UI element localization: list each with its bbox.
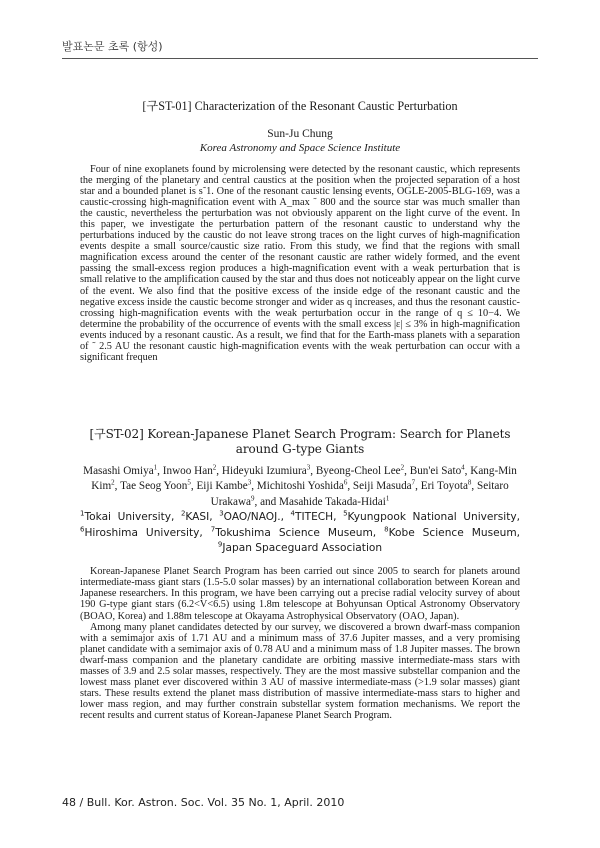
author-affiliation-marker: 2 xyxy=(212,462,217,471)
paper-2-abstract-paragraph-2: Among many planet candidates detected by our survey, we discovered a brown dwarf-mass companion with a semimajor axis of 1.71 AU and a minimum mass of 37.6 Jupiter masses, and a very promising planet candidate with a semimajor axis of 0.78 AU and a minimum mass of 1.8 Jupiter masses. The brown dwarf-mass companion and the planetary candidate are orbiting massive intermediate-mass stars with masses of 3.9 and 2.5 solar masses, respectively. They are the most massive substellar companion and the lowest mass planet ever discovered within 3 AU of massive intermediate-mass (>1.9 solar masses) giant stars. These results extend the planet mass distribution of massive intermediate-mass stars to higher and lower mass region, and may further constrain substellar system formation mechanisms. We report the recent results and current status of Korean-Japanese Planet Search Program. xyxy=(80,621,520,721)
author-separator: , xyxy=(415,480,421,493)
author-separator: , xyxy=(310,464,316,477)
paper-2-abstract-paragraph-1: Korean-Japanese Planet Search Program has been carried out since 2005 to search for planets around intermediate-mass giant stars (1.5-5.0 solar masses) by an international collaboration between Korean and Japanese researchers. In this program, we have been carrying out a precise radial velocity survey of about 190 G-type giant stars (6.2<V<6.5) using 1.8m telescope at Bohyunsan Optical Astronomy Observatory (BOAO, Korea) and 1.88m telescope at Okayama Astrophysical Observatory (OAO, Japan). xyxy=(80,566,520,622)
paper-2-authors xyxy=(80,464,520,511)
author-name: Hideyuki Izumiura xyxy=(221,464,307,477)
author-name: Seitaro Urakawa xyxy=(210,480,509,508)
author-name: Inwoo Han xyxy=(162,464,213,477)
affiliation-marker: 9 xyxy=(217,540,223,549)
author-separator: , xyxy=(464,464,471,477)
author-name: Byeong-Cheol Lee xyxy=(315,464,401,477)
author-affiliation-marker: 4 xyxy=(461,462,465,471)
header-rule xyxy=(62,58,538,59)
author-separator: , xyxy=(216,464,222,477)
author-separator: , xyxy=(251,480,257,493)
author-affiliation-marker: 7 xyxy=(411,478,416,487)
author-affiliation-marker: 2 xyxy=(111,478,115,487)
paper-1-title: [구ST-01] Characterization of the Resonant Caustic Perturbation xyxy=(142,99,458,113)
affiliation-name: Hiroshima University, xyxy=(84,526,211,539)
author-affiliation-marker: 3 xyxy=(247,478,252,487)
paper-1-affiliation: Korea Astronomy and Space Science Institute xyxy=(199,142,401,154)
author-affiliation-marker: 5 xyxy=(187,478,191,487)
paper-1-abstract: Four of nine exoplanets found by microlensing were detected by the resonant caustic, which represents the merging of the planetary and central caustics at the position when the projected separation of a host star and a bounded planet is s˜1. One of the resonant caustic lensing events, OGLE-2005-BLG-169, was a caustic-crossing high-magnification event with A_max ˜ 800 and the source star was much smaller than the caustic, nevertheless the perturbation was not obviously apparent on the light curve of the event. In this paper, we investigate the perturbation pattern of the resonant caustic to understand why the perturbations induced by the caustic do not leave strong traces on the light curves of high-magnification events despite a small source/caustic size ratio. From this study, we find that the regions with small magnification excess around the center of the resonant caustic are rather widely formed, and the event passing the small-excess region produces a high-magnification event with a weak perturbation that is small relative to the amplification caused by the star and thus does not noticeably appear on the light curve of the event. We also find that the positive excess of the inside edge of the resonant caustic and the negative excess inside the caustic become stronger and wider as q increases, and thus the resonant caustic-crossing high-magnification events with the weak perturbation occur in the range of q ≤ 10−4. We determine the probability of the occurrence of events with the small excess |ε| ≤ 3% in high-magnification events induced by a resonant caustic. As a result, we find that for the Earth-mass planets with a separation of ˜ 2.5 AU the resonant caustic high-magnification events with the weak perturbation can occur with a significant frequen xyxy=(80,164,520,363)
affiliation-marker: 6 xyxy=(80,524,85,533)
affiliation-name: TITECH, xyxy=(295,511,344,524)
author-affiliation-marker: 2 xyxy=(400,462,405,471)
running-head: 발표논문 초록 (항성) xyxy=(62,40,163,53)
author-affiliation-marker: 1 xyxy=(153,462,158,471)
author-name: Bun'ei Sato xyxy=(409,464,462,477)
author-separator: , xyxy=(114,480,121,493)
page-footer: 48 / Bull. Kor. Astron. Soc. Vol. 35 No. 1, April. 2010 xyxy=(62,796,345,809)
author-name: Tae Seog Yoon xyxy=(120,480,188,493)
affiliation-marker: 4 xyxy=(290,509,296,518)
author-name: Seiji Masuda xyxy=(352,480,412,493)
paper-2-affiliations xyxy=(80,510,520,556)
author-name: Eiji Kambe xyxy=(196,480,248,493)
affiliation-marker: 5 xyxy=(343,509,348,518)
affiliation-marker: 3 xyxy=(219,509,224,518)
author-affiliation-marker: 8 xyxy=(467,478,472,487)
author-affiliation-marker: 3 xyxy=(306,462,311,471)
paper-1 xyxy=(80,97,520,441)
author-separator: , xyxy=(404,464,410,477)
author-name: Masahide Takada-Hidai xyxy=(279,495,386,508)
author-affiliation-marker: 1 xyxy=(385,493,390,502)
affiliation-name: Tokushima Science Museum, xyxy=(215,526,385,539)
affiliation-name: KASI, xyxy=(185,511,220,524)
affiliation-name: Japan Spaceguard Association xyxy=(222,541,383,554)
author-name: Michitoshi Yoshida xyxy=(256,480,344,493)
author-affiliation-marker: 9 xyxy=(251,493,255,502)
author-separator: , xyxy=(471,480,478,493)
affiliation-marker: 2 xyxy=(180,509,186,518)
affiliation-marker: 1 xyxy=(80,509,85,518)
author-separator: , and xyxy=(254,495,280,508)
author-separator: , xyxy=(157,464,163,477)
paper-2-title: [구ST-02] Korean-Japanese Planet Search Program: Search for Planets around G-type Giants xyxy=(89,427,511,456)
affiliation-marker: 8 xyxy=(384,524,389,533)
affiliation-name: Kobe Science Museum, xyxy=(388,526,521,539)
author-separator: , xyxy=(347,480,353,493)
affiliation-name: Kyungpook National University, xyxy=(347,511,521,524)
affiliation-marker: 7 xyxy=(210,524,216,533)
paper-1-author: Sun-Ju Chung xyxy=(267,128,333,140)
author-separator: , xyxy=(190,480,197,493)
paper-2 xyxy=(80,427,520,791)
paper-1-abstract-clip xyxy=(80,164,520,441)
author-name: Masashi Omiya xyxy=(83,464,154,477)
author-name: Eri Toyota xyxy=(420,480,468,493)
author-affiliation-marker: 6 xyxy=(343,478,348,487)
affiliation-name: OAO/NAOJ., xyxy=(223,511,291,524)
author-name: Kang-Min Kim xyxy=(91,464,517,493)
affiliation-name: Tokai University, xyxy=(84,511,181,524)
paper-2-abstract-clip xyxy=(80,566,520,791)
